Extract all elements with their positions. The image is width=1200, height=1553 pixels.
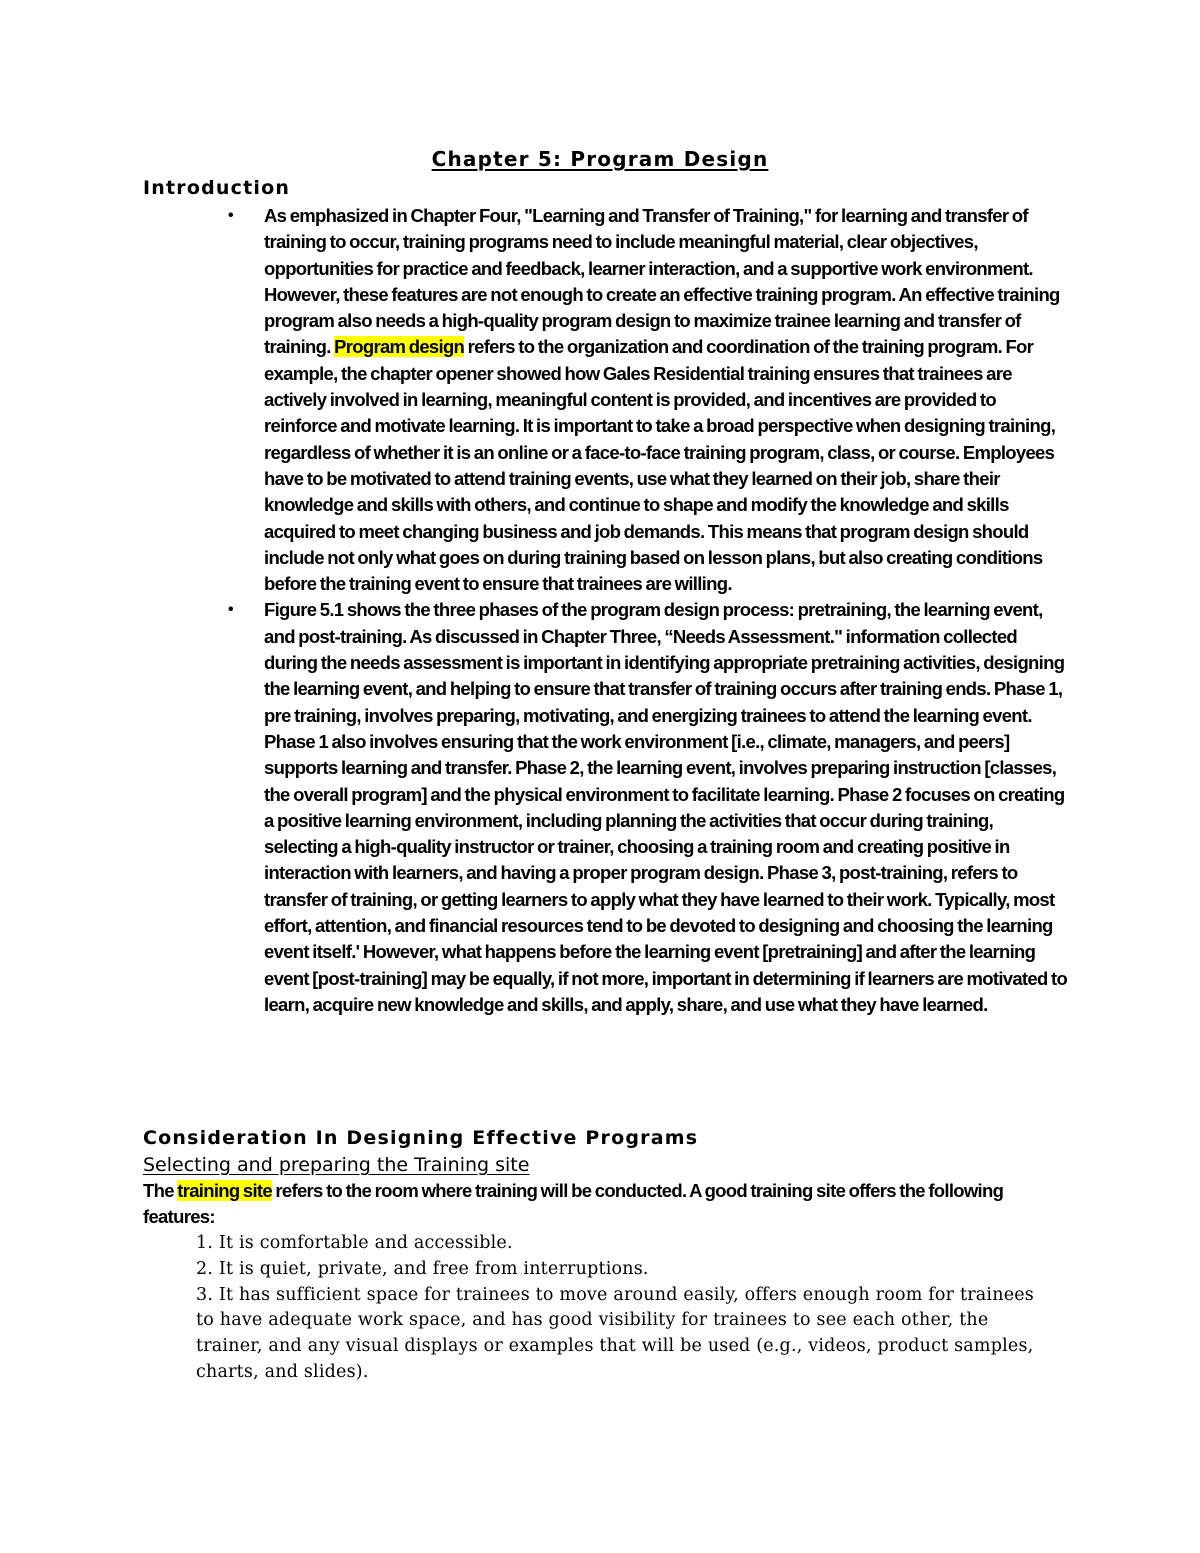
bullet-icon: • (228, 207, 233, 224)
bullet-text: Figure 5.1 shows the three phases of the program design process: pretraining, the learning event, and post-training. As discussed in Chapter Three, “Needs Assessment." information collected during the needs assessment is important in identifying appropriate pretraining activities, designing the learning event, and helping to ensure that transfer of training occurs after training ends. Phase 1, pre training, involves preparing, motivating, and energizing trainees to attend the learning event. Phase 1 also involves ensuring that the work environment [i.e., climate, managers, and peers] supports learning and transfer. Phase 2, the learning event, involves preparing instruction [classes, the overall program] and the physical environment to facilitate learning. Phase 2 focuses on creating a positive learning environment, including planning the activities that occur during training, selecting a high-quality instructor or trainer, choosing a training room and creating positive in interaction with learners, and having a proper program design. Phase 3, post-training, refers to transfer of training, or getting learners to apply what they have learned to their work. Typically, most effort, attention, and financial resources tend to be devoted to designing and choosing the learning event itself.' However, what happens before the learning event [pretraining] and after the learning event [post-training] may be equally, if not more, important in determining if learners are motivated to learn, acquire new knowledge and skills, and apply, share, and use what they have learned. (264, 599, 1068, 1015)
training-site-paragraph (143, 1178, 1043, 1231)
training-site-features-list (196, 1231, 1056, 1386)
feature-item: 3. It has sufficient space for trainees to move around easily, offers enough room for trainees to have adequate work space, and has good visibility for trainees to see each other, the trainer, and any visual displays or examples that will be used (e.g., videos, product samples, charts, and slides). (196, 1284, 1034, 1382)
paragraph-text-part: The (143, 1180, 178, 1201)
feature-item: 2. It is quiet, private, and free from interruptions. (196, 1258, 649, 1279)
bullet-item-figure-phases (228, 597, 1068, 1018)
bullet-icon: • (228, 601, 233, 619)
highlighted-term-training-site: training site (177, 1180, 272, 1201)
introduction-heading: Introduction (143, 177, 291, 199)
introduction-bullet-list (228, 203, 1068, 1018)
bullet-text-part: As emphasized in Chapter Four, "Learning and Transfer of Training," for learning and transfer of training to occur, training programs need to include meaningful material, clear objectives, opportunities for practice and feedback, learner interaction, and a supportive work environment. However, these features are not enough to create an effective training program. An effective training program also needs a high-quality program design to maximize trainee learning and transfer of training. (264, 205, 1060, 358)
bullet-item-program-design (228, 203, 1068, 597)
bullet-text-part: refers to the organization and coordination of the training program. For example, the chapter opener showed how Gales Residential training ensures that trainees are actively involved in learning, meaningful content is provided, and incentives are provided to reinforce and motivate learning. It is important to take a broad perspective when designing training, regardless of whether it is an online or a face-to-face training program, class, or course. Employees have to be motivated to attend training events, use what they learned on their job, share their knowledge and skills with others, and continue to shape and modify the knowledge and skills acquired to meet changing business and job demands. This means that program design should include not only what goes on during training based on lesson plans, but also creating conditions before the training event to ensure that trainees are willing. (264, 336, 1056, 595)
training-site-subheading: Selecting and preparing the Training site (143, 1154, 530, 1176)
chapter-title: Chapter 5: Program Design (431, 147, 769, 171)
paragraph-text-part: refers to the room where training will be conducted. A good training site offers the following features: (143, 1180, 1004, 1228)
feature-item: 1. It is comfortable and accessible. (196, 1233, 513, 1253)
consideration-heading: Consideration In Designing Effective Programs (143, 1127, 699, 1149)
highlighted-term-program-design: Program design (334, 336, 465, 358)
